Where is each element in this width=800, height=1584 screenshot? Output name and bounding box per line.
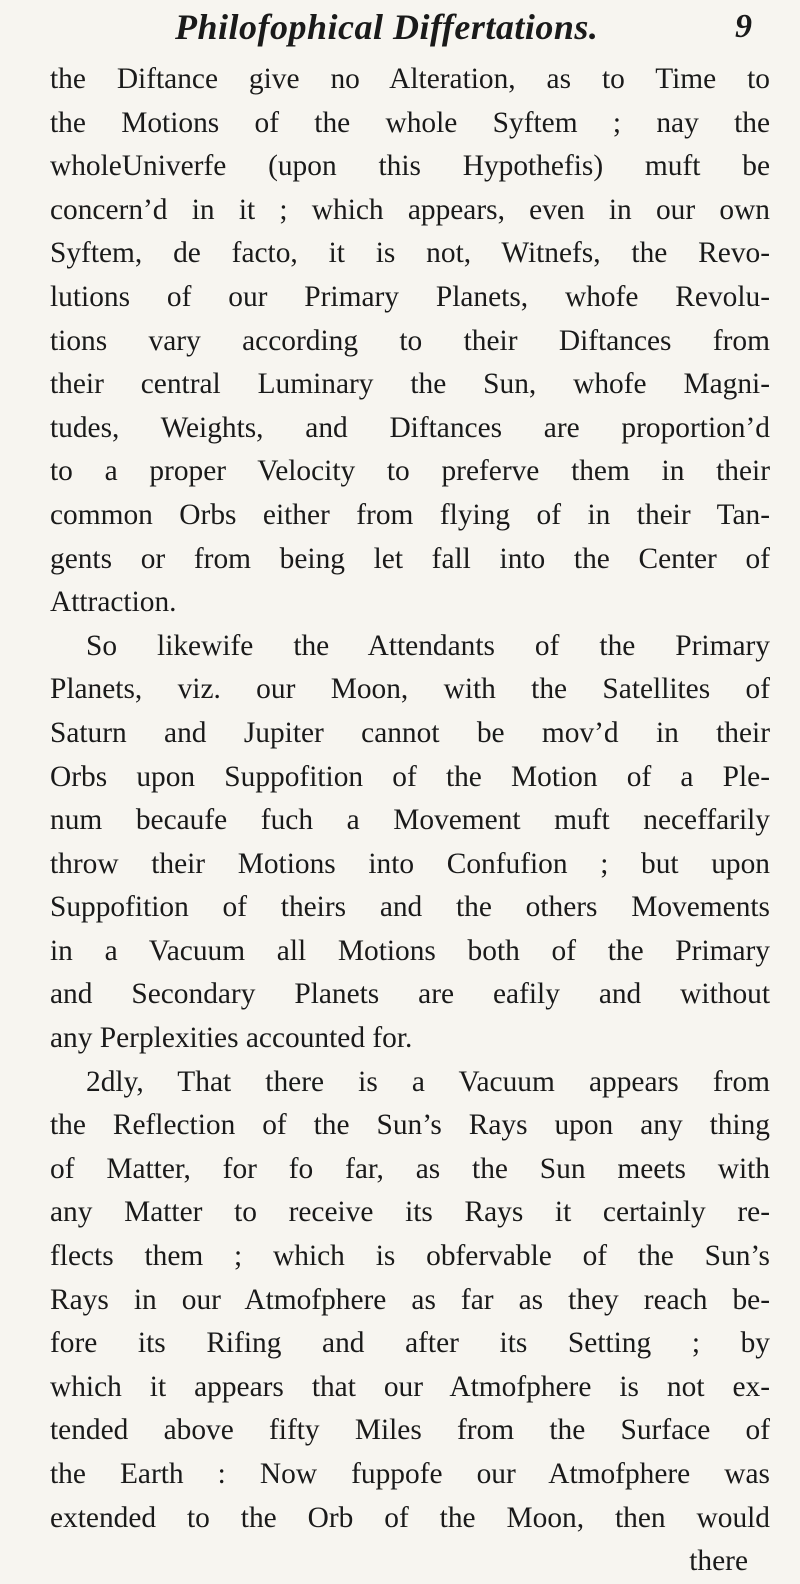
paragraph-start-line: 2dly, That there is a Vacuum appears from: [86, 1065, 770, 1098]
text-line: Planets, viz. our Moon, with the Satellites of: [50, 673, 770, 706]
text-line: Suppofition of theirs and the others Movements: [50, 891, 770, 924]
text-line: any Matter to receive its Rays it certainly re-: [50, 1196, 770, 1229]
text-line: gents or from being let fall into the Center of: [50, 542, 770, 575]
text-line: wholeUniverfe (upon this Hypothefis) muft be: [50, 150, 770, 183]
text-line: the Reflection of the Sun’s Rays upon any thing: [50, 1109, 770, 1142]
text-line: Rays in our Atmofphere as far as they reach be-: [50, 1283, 770, 1316]
text-line: their central Luminary the Sun, whofe Magni-: [50, 368, 770, 401]
text-line: the Earth : Now fuppofe our Atmofphere was: [50, 1458, 770, 1490]
text-line: in a Vacuum all Motions both of the Primary: [50, 934, 770, 967]
text-line: and Secondary Planets are eafily and without: [50, 978, 770, 1011]
text-line: Attraction.: [50, 586, 177, 619]
text-line: common Orbs either from flying of in their Tan-: [50, 498, 770, 531]
text-line: tended above fifty Miles from the Surface of: [50, 1414, 770, 1447]
text-line: Syftem, de facto, it is not, Witnefs, the Revo-: [50, 237, 770, 270]
text-line: any Perplexities accounted for.: [50, 1022, 413, 1055]
text-line: throw their Motions into Confufion ; but upon: [50, 847, 770, 880]
text-line: tions vary according to their Diftances from: [50, 324, 770, 357]
text-line: num becaufe fuch a Movement muft neceffarily: [50, 804, 770, 837]
text-line: which it appears that our Atmofphere is not ex-: [50, 1370, 770, 1403]
page-header: [50, 0, 770, 58]
catchword: there: [689, 1545, 748, 1578]
text-line: concern’d in it ; which appears, even in our own: [50, 193, 770, 226]
text-line: Saturn and Jupiter cannot be mov’d in their: [50, 716, 770, 749]
text-line: lutions of our Primary Planets, whofe Revolu-: [50, 280, 770, 313]
running-head: Philofophical Differtations.: [175, 7, 599, 47]
text-line: extended to the Orb of the Moon, then would: [50, 1501, 770, 1534]
text-line: the Motions of the whole Syftem ; nay the: [50, 106, 770, 139]
page-number: 9: [735, 8, 752, 45]
text-line: tudes, Weights, and Diftances are proportion’d: [50, 411, 770, 444]
text-line: to a proper Velocity to preferve them in their: [50, 455, 770, 488]
paragraph-start-line: So likewife the Attendants of the Primary: [86, 629, 770, 662]
text-line: the Diftance give no Alteration, as to Time to: [50, 63, 770, 95]
body-text: [50, 58, 770, 1584]
text-line: flects them ; which is obfervable of the Sun’s: [50, 1240, 770, 1273]
text-line: fore its Rifing and after its Setting ; by: [50, 1327, 770, 1360]
text-line: Orbs upon Suppofition of the Motion of a Ple-: [50, 760, 770, 793]
text-line: of Matter, for fo far, as the Sun meets with: [50, 1152, 770, 1185]
